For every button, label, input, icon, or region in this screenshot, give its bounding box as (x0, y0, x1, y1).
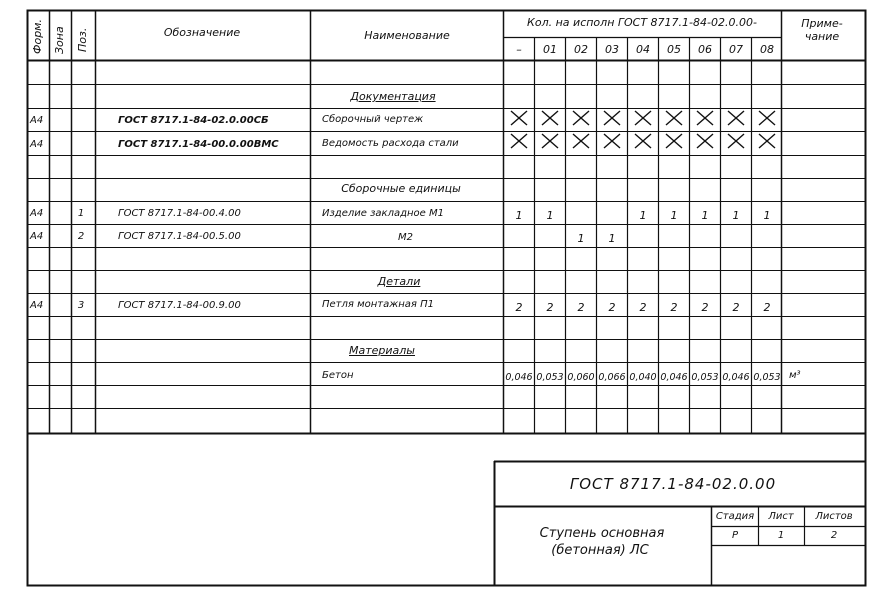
variant-label: 03 (605, 43, 619, 56)
qty-cell: 1 (670, 209, 678, 222)
qty-cell: 0,040 (629, 372, 657, 383)
variant-label: – (516, 43, 522, 56)
row-format: А4 (30, 139, 44, 150)
qty-cell: 2 (670, 301, 678, 314)
cross-mark (603, 133, 621, 149)
qty-cell: 0,066 (598, 372, 626, 383)
row-format: А4 (30, 208, 44, 219)
row-name: М2 (398, 232, 413, 243)
variant-label: 02 (574, 43, 588, 56)
header-format: Форм. (31, 19, 44, 54)
qty-cell: 0,046 (722, 372, 750, 383)
qty-cell: 1 (732, 209, 740, 222)
qty-cell: 1 (763, 209, 771, 222)
row-name: Сборочный чертеж (322, 114, 424, 125)
variant-label: 05 (667, 43, 681, 56)
cross-mark (634, 110, 652, 126)
qty-cell: 2 (763, 301, 771, 314)
variant-label: 06 (698, 43, 712, 56)
row-pos: 2 (77, 231, 85, 242)
cross-mark (603, 110, 621, 126)
cross-mark (727, 110, 745, 126)
row-designation: ГОСТ 8717.1-84-02.0.00СБ (118, 115, 269, 126)
row-name: Петля монтажная П1 (322, 299, 434, 310)
cross-mark (665, 133, 683, 149)
title-name-line1: Ступень основная (539, 526, 665, 541)
qty-cell: 1 (546, 209, 554, 222)
cross-mark (510, 133, 528, 149)
header-name: Наименование (364, 29, 450, 42)
qty-cell: 0,053 (691, 372, 719, 383)
cross-mark (758, 133, 776, 149)
section-assembly-units: Сборочные единицы (341, 182, 461, 195)
section-documentation: Документация (350, 90, 436, 103)
qty-cell: 1 (577, 232, 585, 245)
sheets-label: Листов (815, 511, 853, 522)
row-pos: 3 (77, 300, 85, 311)
qty-cell: 2 (701, 301, 709, 314)
variant-label: 08 (760, 43, 774, 56)
row-unit: м³ (789, 370, 801, 381)
cross-mark (541, 110, 559, 126)
cross-mark (572, 110, 590, 126)
cross-mark (634, 133, 652, 149)
variant-label: 01 (543, 43, 557, 56)
row-name: Изделие закладное М1 (322, 208, 444, 219)
qty-cell: 2 (608, 301, 616, 314)
qty-cell: 1 (639, 209, 647, 222)
header-designation: Обозначение (163, 26, 241, 39)
cross-mark (541, 133, 559, 149)
header-note-line2: чание (804, 30, 840, 43)
row-format: А4 (30, 300, 44, 311)
header-qty-group: Кол. на исполн ГОСТ 8717.1-84-02.0.00- (527, 16, 757, 29)
qty-cell: 2 (732, 301, 740, 314)
cross-mark (572, 133, 590, 149)
header-pos: Поз. (76, 27, 89, 52)
qty-cell: 1 (608, 232, 616, 245)
row-designation: ГОСТ 8717.1-84-00.9.00 (118, 300, 241, 311)
sheet-value: 1 (777, 530, 785, 541)
cross-mark (727, 133, 745, 149)
qty-cell: 0,053 (753, 372, 781, 383)
title-name-line2: (бетонная) ЛС (551, 543, 649, 558)
cross-mark (758, 110, 776, 126)
qty-cell: 2 (639, 301, 647, 314)
section-materials: Материалы (349, 344, 415, 357)
cross-mark (665, 110, 683, 126)
qty-cell: 0,046 (660, 372, 688, 383)
row-format: А4 (30, 115, 44, 126)
variant-label: 07 (729, 43, 743, 56)
row-format: А4 (30, 231, 44, 242)
header-note-line1: Приме- (801, 17, 843, 30)
qty-cell: 0,053 (536, 372, 564, 383)
stage-label: Стадия (715, 511, 755, 522)
row-designation: ГОСТ 8717.1-84-00.5.00 (118, 231, 241, 242)
qty-cell: 2 (577, 301, 585, 314)
row-pos: 1 (77, 208, 85, 219)
row-designation: ГОСТ 8717.1-84-00.4.00 (118, 208, 241, 219)
cross-mark (696, 110, 714, 126)
qty-cell: 2 (515, 301, 523, 314)
qty-cell: 0,046 (505, 372, 533, 383)
row-designation: ГОСТ 8717.1-84-00.0.00ВМС (118, 139, 279, 150)
sheet-label: Лист (768, 511, 794, 522)
section-details: Детали (377, 275, 421, 288)
qty-cell: 1 (701, 209, 709, 222)
sheets-value: 2 (830, 530, 838, 541)
qty-cell: 1 (515, 209, 523, 222)
stage-value: Р (731, 530, 739, 541)
qty-cell: 2 (546, 301, 554, 314)
variant-label: 04 (636, 43, 650, 56)
row-name: Ведомость расхода стали (322, 138, 459, 149)
cross-mark (696, 133, 714, 149)
header-zone: Зона (53, 26, 66, 54)
title-code: ГОСТ 8717.1-84-02.0.00 (569, 475, 777, 493)
cross-mark (510, 110, 528, 126)
row-name: Бетон (322, 370, 354, 381)
qty-cell: 0,060 (567, 372, 595, 383)
